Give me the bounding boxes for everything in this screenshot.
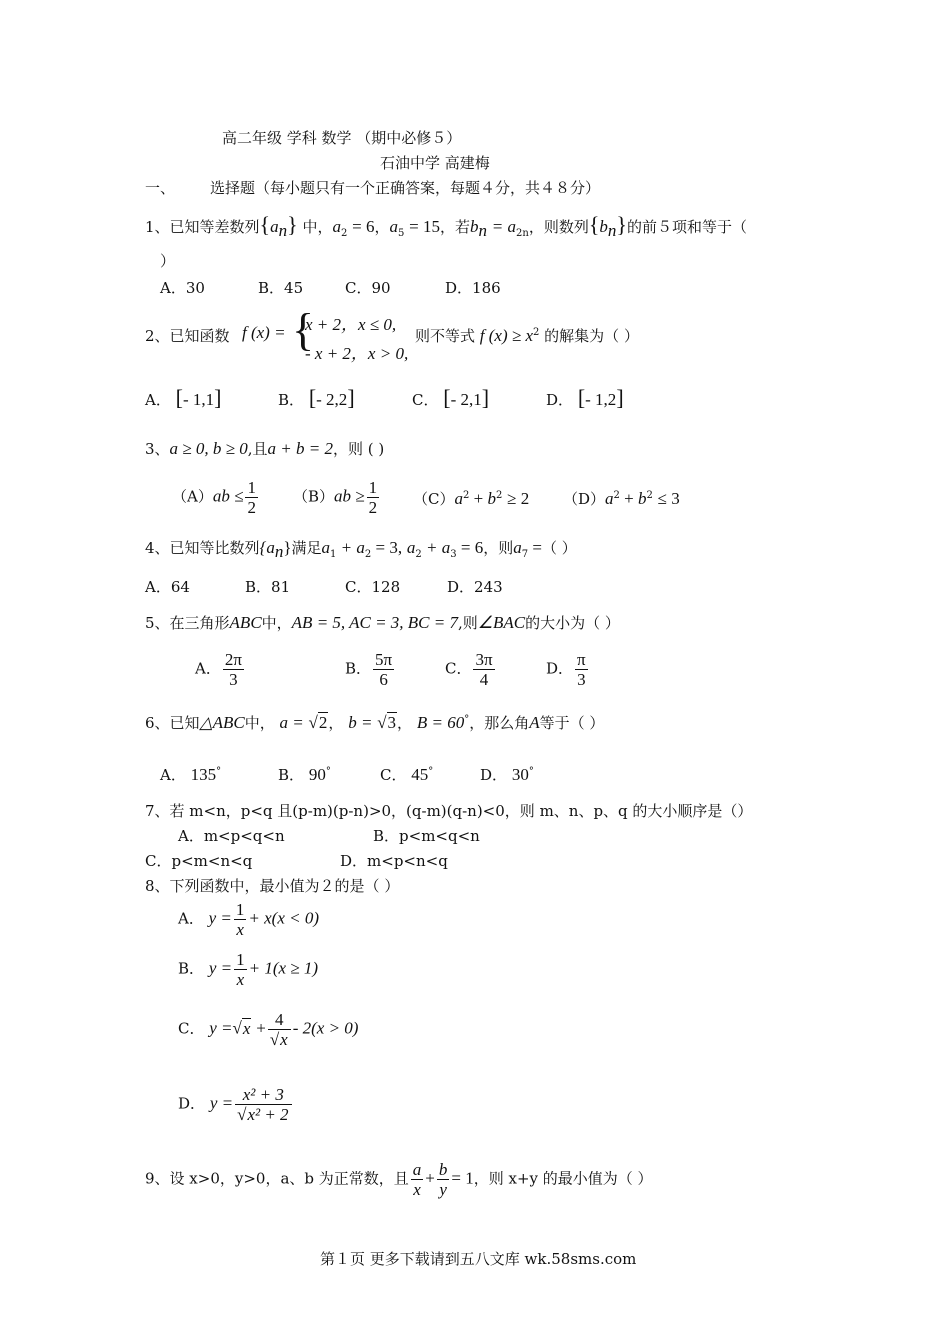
question-5: 5、在三角形ABC中，AB = 5, AC = 3, BC = 7,则∠BAC的大小为（ ） — [145, 613, 620, 632]
q7-option-a: A．m<p<q<n — [178, 827, 285, 845]
section-number: 一、 — [145, 179, 176, 197]
question-2-stem-b: 则不等式 f $(x) \ge x^2$ 的解集为（ ） — [415, 326, 639, 345]
q3-option-c: $(C)a^2 + b^2 \ge 2$ — [413, 489, 530, 508]
q3-option-d: $(D)a^2 + b^2 \le 3$ — [563, 489, 680, 508]
q4-option-a: A．64 — [145, 578, 190, 596]
q5-option-d: D． $\frac{\pi}{3}$ — [546, 650, 586, 689]
q7-option-b: B．p<m<q<n — [373, 827, 480, 845]
page-footer: 第１页 更多下载请到五八文库 wk.58sms.com — [320, 1250, 637, 1268]
q4-option-b: B．81 — [245, 578, 291, 596]
q2-case-2: - x + 2，x > 0, — [305, 344, 409, 363]
q2-brace: { — [292, 304, 315, 355]
q2-case-1: x + 2，x ≤ 0, — [305, 315, 397, 334]
question-7: 7、若 m<n，p<q 且(p-m)(p-n)>0，(q-m)(q-n)<0，则 m、n、p、q 的大小顺序是（） — [145, 802, 753, 820]
q4-option-c: C．128 — [345, 578, 401, 596]
q5-option-a: A． $\frac{2\pi}{3}$ — [195, 650, 242, 689]
q7-option-d: D．m<p<n<q — [340, 852, 448, 870]
q5-option-c: C． $\frac{3\pi}{4}$ — [445, 650, 493, 689]
q8-option-c: C． y =√x + $\frac{4}{√x}$ - 2(x > 0) — [178, 1010, 359, 1049]
q1-option-b: B．45 — [258, 279, 304, 297]
q6-option-c: C． 45° — [380, 765, 434, 784]
question-8: 8、下列函数中，最小值为２的是（ ） — [145, 877, 400, 895]
q3-option-b: （B）ab ≥ $\frac{1}{2}$ — [293, 478, 378, 517]
question-3: 3、a ≥ 0, b ≥ 0,且a + b = 2，则 ( ) — [145, 439, 385, 458]
header-title: 高二年级 学科 数学 （期中必修５） — [222, 129, 462, 147]
question-1-close: ） — [160, 252, 176, 270]
header-author: 石油中学 高建梅 — [380, 154, 490, 172]
q8-option-a: A． y = $\frac{1}{x}$ + x(x < 0) — [178, 900, 320, 939]
section-title: 选择题（每小题只有一个正确答案，每题４分，共４８分） — [210, 179, 601, 197]
q2-function: f (x) = — [242, 323, 286, 342]
q7-option-c: C．p<m<n<q — [145, 852, 253, 870]
q6-option-d: D． 30° — [480, 765, 534, 784]
question-9: 9、设 x>0，y>0，a、b 为正常数，且 $\frac{a}{x}$ + $\frac{b}{y}$ = 1，则 x+y 的最小值为（ ） — [145, 1160, 653, 1199]
question-1: 1、已知等差数列$\{a_n\}$ 中，$a_2 = 6$，$a_5 = 15$，若$b_n = a_{2n}$，则数列$\{b_n\}$的前５项和等于（ — [145, 212, 747, 240]
q8-option-d: D． y = $\frac{\text{x² + 3}}{\text{√x² + 2}}$ — [178, 1085, 294, 1124]
question-4: 4、已知等比数列$\{a_n\}$满足$a_1 + a_2 = 3$, $a_2 + a_3 = 6$，则$a_7$ =（ ） — [145, 538, 577, 561]
q6-option-b: B． 90° — [278, 765, 331, 784]
q1-option-c: C．90 — [345, 279, 391, 297]
q2-option-d: D． [- 1,2] — [546, 385, 624, 410]
q1-option-a: A．30 — [160, 279, 205, 297]
question-2-stem-a: 2、已知函数 — [145, 327, 230, 345]
q2-option-a: A． [- 1,1] — [145, 385, 222, 410]
q8-option-b: B． y = $\frac{1}{x}$ + 1(x ≥ 1) — [178, 950, 319, 989]
q2-option-b: B． [- 2,2] — [278, 385, 355, 410]
q3-option-a: （A）ab ≤ $\frac{1}{2}$ — [172, 478, 256, 517]
q2-option-c: C． [- 2,1] — [412, 385, 490, 410]
q1-option-d: D．186 — [445, 279, 501, 297]
q5-option-b: B． $\frac{5\pi}{6}$ — [345, 650, 393, 689]
question-6: 6、已知△ABC中， a = √2， b = √3， B = 60°，那么角A等于（ ） — [145, 713, 605, 732]
q6-option-a: A． 135° — [160, 765, 222, 784]
q4-option-d: D．243 — [447, 578, 503, 596]
